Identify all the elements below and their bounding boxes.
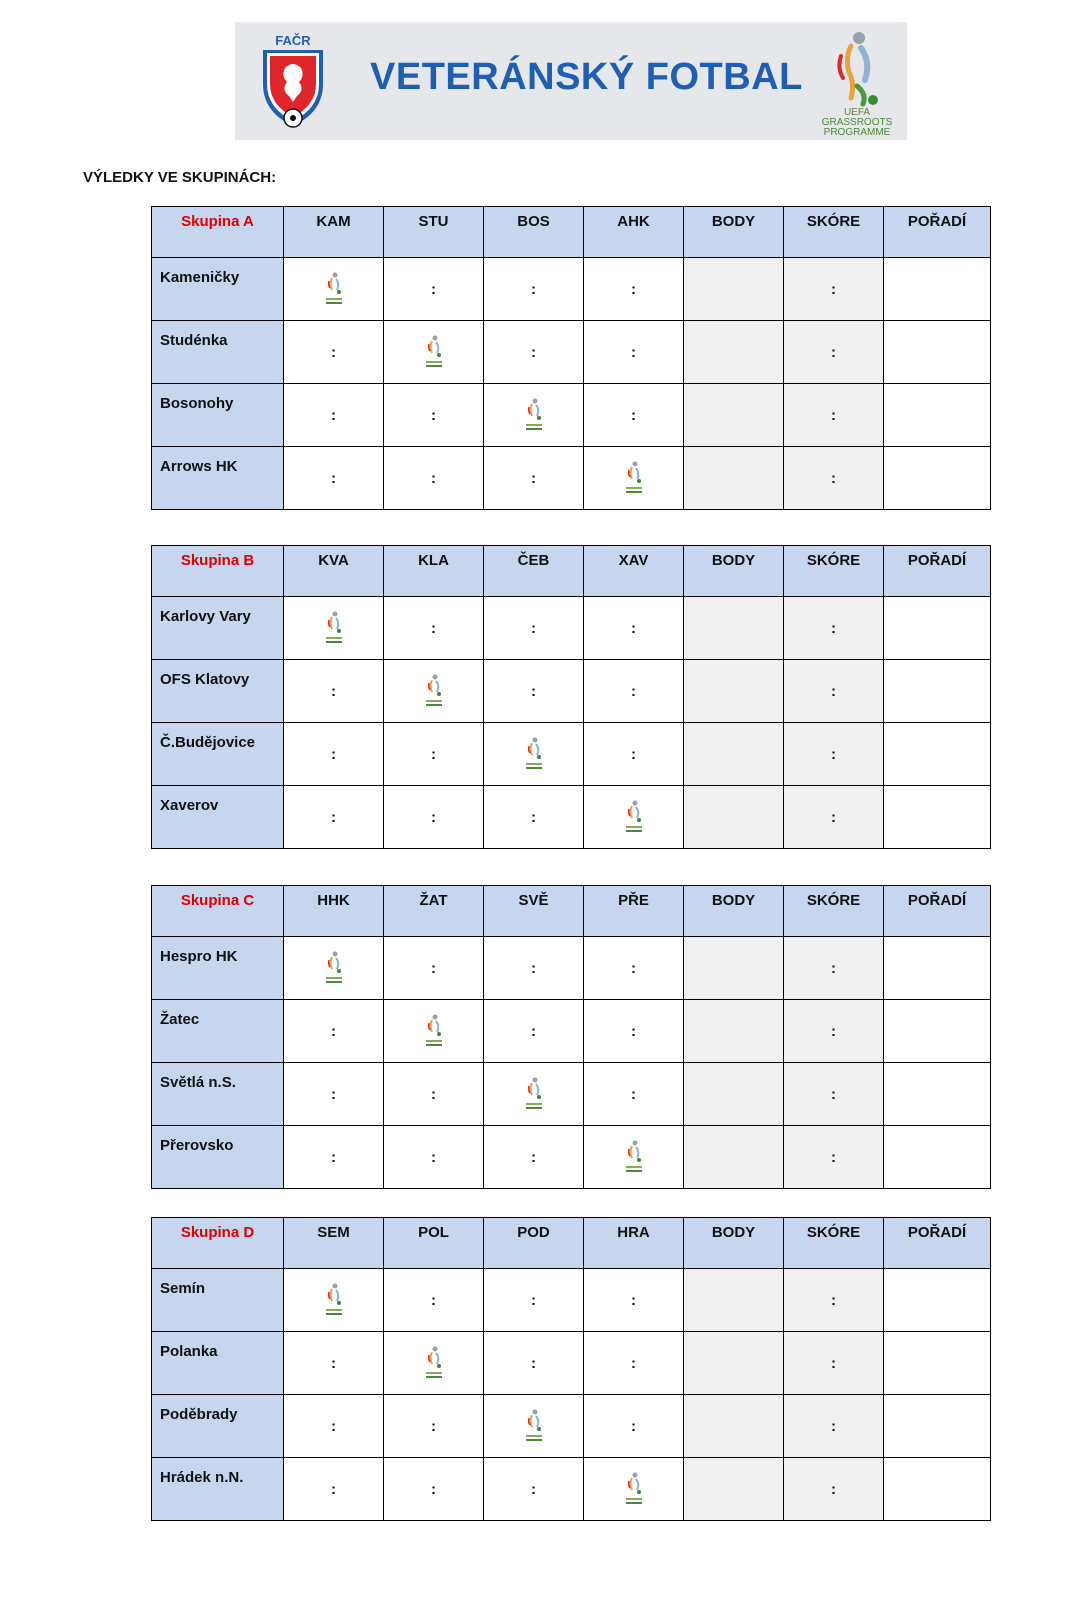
uefa-line-2: GRASSROOTS — [821, 117, 893, 128]
score-cell: : — [384, 1269, 484, 1332]
points-cell — [684, 937, 784, 1000]
self-match-cell — [284, 1269, 384, 1332]
team-name: Polanka — [152, 1332, 284, 1395]
score-cell: : — [584, 384, 684, 447]
header-banner — [235, 22, 907, 140]
team-code-header: SEM — [284, 1218, 384, 1269]
score-cell: : — [284, 1000, 384, 1063]
team-code-header: KVA — [284, 546, 384, 597]
score-total-cell: : — [784, 723, 884, 786]
score-cell: : — [384, 937, 484, 1000]
uefa-grassroots-mini-icon — [623, 1139, 645, 1175]
group-table — [151, 1217, 991, 1521]
team-name: Poděbrady — [152, 1395, 284, 1458]
score-cell: : — [384, 1458, 484, 1521]
team-name: Xaverov — [152, 786, 284, 849]
team-name: Bosonohy — [152, 384, 284, 447]
group-header-row — [152, 886, 991, 937]
team-name: Semín — [152, 1269, 284, 1332]
rank-cell — [884, 447, 991, 510]
uefa-grassroots-mini-icon — [523, 1076, 545, 1112]
uefa-grassroots-mini-icon — [423, 1345, 445, 1381]
score-cell: : — [584, 1332, 684, 1395]
rank-cell — [884, 1126, 991, 1189]
points-cell — [684, 1269, 784, 1332]
self-match-cell — [484, 723, 584, 786]
self-match-cell — [284, 597, 384, 660]
uefa-grassroots-mini-icon — [623, 460, 645, 496]
stat-header: BODY — [684, 1218, 784, 1269]
score-cell: : — [284, 1332, 384, 1395]
team-code-header: ŽAT — [384, 886, 484, 937]
rank-cell — [884, 258, 991, 321]
table-row — [152, 723, 991, 786]
score-total-cell: : — [784, 258, 884, 321]
score-cell: : — [584, 723, 684, 786]
score-cell: : — [584, 321, 684, 384]
group-table — [151, 885, 991, 1189]
points-cell — [684, 258, 784, 321]
team-name: Světlá n.S. — [152, 1063, 284, 1126]
points-cell — [684, 786, 784, 849]
uefa-line-3: PROGRAMME — [823, 127, 891, 138]
rank-cell — [884, 1458, 991, 1521]
facr-crest-icon — [257, 32, 329, 132]
uefa-grassroots-mini-icon — [423, 673, 445, 709]
group-name: Skupina B — [152, 546, 284, 597]
stat-header: BODY — [684, 886, 784, 937]
self-match-cell — [584, 786, 684, 849]
rank-cell — [884, 1000, 991, 1063]
rank-cell — [884, 321, 991, 384]
team-name: Kameničky — [152, 258, 284, 321]
score-cell: : — [484, 1000, 584, 1063]
team-name: OFS Klatovy — [152, 660, 284, 723]
self-match-cell — [584, 1126, 684, 1189]
score-total-cell: : — [784, 1000, 884, 1063]
score-cell: : — [284, 447, 384, 510]
score-cell: : — [384, 258, 484, 321]
team-name: Hespro HK — [152, 937, 284, 1000]
score-cell: : — [384, 1126, 484, 1189]
rank-cell — [884, 660, 991, 723]
points-cell — [684, 597, 784, 660]
self-match-cell — [284, 937, 384, 1000]
table-row — [152, 1126, 991, 1189]
rank-cell — [884, 1269, 991, 1332]
uefa-line-1: UEFA — [843, 107, 871, 118]
score-cell: : — [484, 1126, 584, 1189]
score-cell: : — [484, 597, 584, 660]
uefa-grassroots-mini-icon — [323, 1282, 345, 1318]
score-total-cell: : — [784, 660, 884, 723]
team-name: Hrádek n.N. — [152, 1458, 284, 1521]
score-cell: : — [284, 1063, 384, 1126]
score-cell: : — [284, 1395, 384, 1458]
score-cell: : — [584, 1000, 684, 1063]
team-name: Arrows HK — [152, 447, 284, 510]
points-cell — [684, 321, 784, 384]
score-cell: : — [484, 321, 584, 384]
uefa-grassroots-mini-icon — [523, 1408, 545, 1444]
score-total-cell: : — [784, 447, 884, 510]
uefa-grassroots-mini-icon — [323, 610, 345, 646]
group-header-row — [152, 546, 991, 597]
team-code-header: KLA — [384, 546, 484, 597]
score-cell: : — [484, 1458, 584, 1521]
self-match-cell — [484, 384, 584, 447]
team-name: Přerovsko — [152, 1126, 284, 1189]
points-cell — [684, 1000, 784, 1063]
score-cell: : — [584, 1395, 684, 1458]
uefa-grassroots-text — [809, 108, 905, 138]
group-name: Skupina D — [152, 1218, 284, 1269]
self-match-cell — [584, 447, 684, 510]
group-name: Skupina C — [152, 886, 284, 937]
table-row — [152, 1000, 991, 1063]
table-row — [152, 786, 991, 849]
table-row — [152, 258, 991, 321]
score-cell: : — [584, 1269, 684, 1332]
team-code-header: ČEB — [484, 546, 584, 597]
points-cell — [684, 1332, 784, 1395]
score-cell: : — [384, 786, 484, 849]
score-cell: : — [284, 660, 384, 723]
score-cell: : — [284, 1458, 384, 1521]
team-name: Karlovy Vary — [152, 597, 284, 660]
score-cell: : — [384, 1395, 484, 1458]
points-cell — [684, 723, 784, 786]
self-match-cell — [384, 1000, 484, 1063]
score-cell: : — [484, 258, 584, 321]
team-code-header: BOS — [484, 207, 584, 258]
rank-cell — [884, 597, 991, 660]
score-cell: : — [284, 384, 384, 447]
score-total-cell: : — [784, 1269, 884, 1332]
score-total-cell: : — [784, 1332, 884, 1395]
self-match-cell — [584, 1458, 684, 1521]
team-code-header: XAV — [584, 546, 684, 597]
group-name: Skupina A — [152, 207, 284, 258]
score-total-cell: : — [784, 597, 884, 660]
points-cell — [684, 1063, 784, 1126]
score-total-cell: : — [784, 1063, 884, 1126]
self-match-cell — [384, 1332, 484, 1395]
team-code-header: AHK — [584, 207, 684, 258]
rank-cell — [884, 723, 991, 786]
score-total-cell: : — [784, 321, 884, 384]
score-cell: : — [584, 660, 684, 723]
score-cell: : — [384, 384, 484, 447]
rank-cell — [884, 1395, 991, 1458]
score-cell: : — [584, 937, 684, 1000]
team-code-header: PŘE — [584, 886, 684, 937]
group-header-row — [152, 207, 991, 258]
table-row — [152, 1458, 991, 1521]
score-cell: : — [284, 723, 384, 786]
stat-header: BODY — [684, 546, 784, 597]
uefa-grassroots-mini-icon — [523, 397, 545, 433]
table-row — [152, 1395, 991, 1458]
score-cell: : — [484, 786, 584, 849]
banner-title: VETERÁNSKÝ FOTBAL — [370, 56, 803, 98]
table-row — [152, 384, 991, 447]
self-match-cell — [384, 660, 484, 723]
section-title: VÝLEDKY VE SKUPINÁCH: — [83, 169, 277, 186]
self-match-cell — [284, 258, 384, 321]
score-total-cell: : — [784, 937, 884, 1000]
score-cell: : — [284, 786, 384, 849]
score-cell: : — [484, 1332, 584, 1395]
stat-header: POŘADÍ — [884, 207, 991, 258]
score-cell: : — [484, 447, 584, 510]
group-header-row — [152, 1218, 991, 1269]
table-row — [152, 1269, 991, 1332]
table-row — [152, 660, 991, 723]
points-cell — [684, 660, 784, 723]
team-code-header: STU — [384, 207, 484, 258]
team-code-header: HHK — [284, 886, 384, 937]
score-total-cell: : — [784, 1395, 884, 1458]
table-row — [152, 447, 991, 510]
team-code-header: KAM — [284, 207, 384, 258]
score-cell: : — [384, 723, 484, 786]
uefa-grassroots-mini-icon — [623, 799, 645, 835]
facr-logo-text: FAČR — [275, 33, 311, 48]
score-cell: : — [484, 1269, 584, 1332]
score-total-cell: : — [784, 384, 884, 447]
group-table — [151, 545, 991, 849]
score-total-cell: : — [784, 786, 884, 849]
score-cell: : — [484, 660, 584, 723]
stat-header: SKÓRE — [784, 546, 884, 597]
score-cell: : — [284, 1126, 384, 1189]
group-table — [151, 206, 991, 510]
uefa-grassroots-mini-icon — [323, 271, 345, 307]
rank-cell — [884, 384, 991, 447]
uefa-grassroots-mini-icon — [423, 334, 445, 370]
team-code-header: SVĚ — [484, 886, 584, 937]
score-cell: : — [384, 1063, 484, 1126]
table-row — [152, 1332, 991, 1395]
rank-cell — [884, 1063, 991, 1126]
score-cell: : — [284, 321, 384, 384]
stat-header: BODY — [684, 207, 784, 258]
table-row — [152, 321, 991, 384]
uefa-grassroots-mini-icon — [323, 950, 345, 986]
points-cell — [684, 1395, 784, 1458]
team-code-header: POL — [384, 1218, 484, 1269]
points-cell — [684, 1126, 784, 1189]
self-match-cell — [384, 321, 484, 384]
stat-header: SKÓRE — [784, 1218, 884, 1269]
score-cell: : — [384, 447, 484, 510]
score-cell: : — [484, 937, 584, 1000]
score-cell: : — [584, 1063, 684, 1126]
self-match-cell — [484, 1063, 584, 1126]
stat-header: SKÓRE — [784, 886, 884, 937]
table-row — [152, 1063, 991, 1126]
points-cell — [684, 447, 784, 510]
rank-cell — [884, 937, 991, 1000]
stat-header: POŘADÍ — [884, 546, 991, 597]
table-row — [152, 597, 991, 660]
self-match-cell — [484, 1395, 584, 1458]
score-total-cell: : — [784, 1126, 884, 1189]
team-name: Žatec — [152, 1000, 284, 1063]
team-name: Studénka — [152, 321, 284, 384]
team-name: Č.Budějovice — [152, 723, 284, 786]
table-row — [152, 937, 991, 1000]
stat-header: SKÓRE — [784, 207, 884, 258]
uefa-grassroots-mini-icon — [423, 1013, 445, 1049]
points-cell — [684, 1458, 784, 1521]
team-code-header: POD — [484, 1218, 584, 1269]
uefa-grassroots-mini-icon — [623, 1471, 645, 1507]
score-total-cell: : — [784, 1458, 884, 1521]
score-cell: : — [584, 597, 684, 660]
rank-cell — [884, 1332, 991, 1395]
points-cell — [684, 384, 784, 447]
stat-header: POŘADÍ — [884, 886, 991, 937]
uefa-grassroots-mini-icon — [523, 736, 545, 772]
rank-cell — [884, 786, 991, 849]
score-cell: : — [384, 597, 484, 660]
stat-header: POŘADÍ — [884, 1218, 991, 1269]
team-code-header: HRA — [584, 1218, 684, 1269]
score-cell: : — [584, 258, 684, 321]
